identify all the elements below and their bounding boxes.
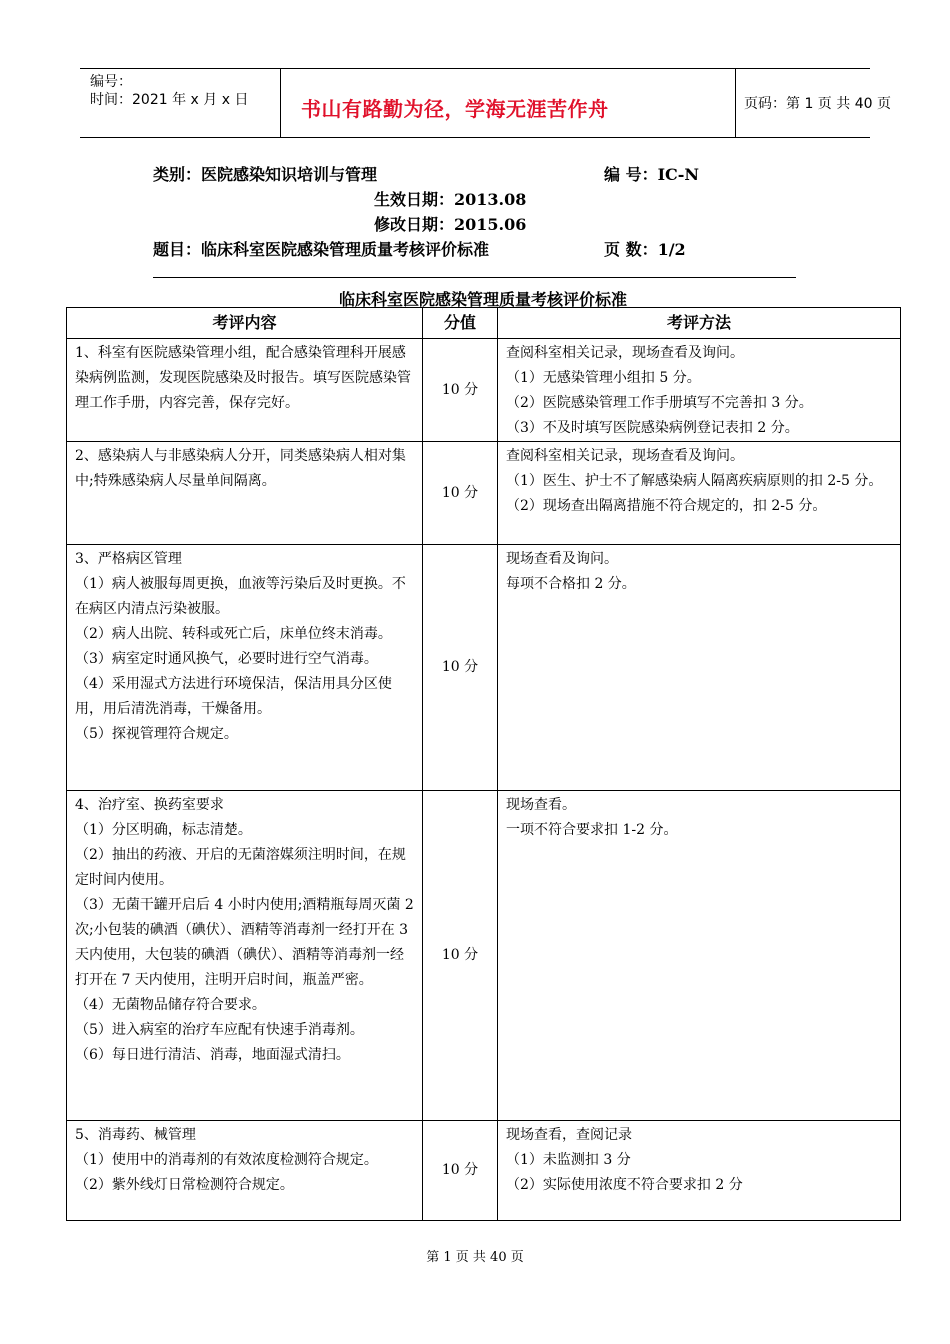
method-line: 查阅科室相关记录，现场查看及询问。 (506, 448, 744, 464)
content-line: （5）探视管理符合规定。 (75, 726, 238, 742)
divider (153, 277, 796, 278)
header-motto-cell (280, 69, 736, 137)
score-cell: 10 分 (423, 339, 498, 442)
content-line: 2、感染病人与非感染病人分开，同类感染病人相对集中;特殊感染病人尽量单间隔离。 (75, 448, 406, 489)
column-header: 考评内容 (67, 308, 423, 339)
table-row (67, 1121, 901, 1221)
content-line: （1）病人被服每周更换，血液等污染后及时更换。不在病区内清点污染被服。 (75, 576, 406, 617)
table-title: 临床科室医院感染管理质量考核评价标准 (338, 290, 627, 309)
content-cell (67, 1121, 423, 1221)
content-line: （3）病室定时通风换气，必要时进行空气消毒。 (75, 651, 378, 667)
column-header: 分值 (423, 308, 498, 339)
content-line: 3、严格病区管理 (75, 551, 182, 567)
content-line: （6）每日进行清洁、消毒，地面湿式清扫。 (75, 1047, 350, 1063)
header-left-cell (80, 69, 280, 137)
evaluation-table (66, 307, 901, 1221)
content-line: （1）使用中的消毒剂的有效浓度检测符合规定。 (75, 1152, 378, 1168)
method-line: （2）医院感染管理工作手册填写不完善扣 3 分。 (506, 395, 813, 411)
content-line: （4）采用湿式方法进行环境保洁，保洁用具分区使用，用后清洗消毒，干燥备用。 (75, 676, 392, 717)
method-cell (498, 442, 901, 545)
content-cell (67, 442, 423, 545)
content-line: 4、治疗室、换药室要求 (75, 797, 224, 813)
content-line: （4）无菌物品储存符合要求。 (75, 997, 266, 1013)
page-count: 页 数：1/2 (604, 240, 686, 259)
category: 类别：医院感染知识培训与管理 (153, 165, 378, 184)
method-cell (498, 339, 901, 442)
document-code: 编 号：IC-N (604, 165, 700, 184)
method-cell (498, 791, 901, 1121)
header-right-cell (736, 69, 891, 137)
score-cell: 10 分 (423, 545, 498, 791)
table-row (67, 791, 901, 1121)
content-cell (67, 545, 423, 791)
method-line: 每项不合格扣 2 分。 (506, 576, 636, 592)
method-cell (498, 545, 901, 791)
method-line: 现场查看及询问。 (506, 551, 618, 567)
content-line: （1）分区明确，标志清楚。 (75, 822, 252, 838)
content-line: （3）无菌干罐开启后 4 小时内使用;酒精瓶每周灭菌 2 次;小包装的碘酒（碘伏）、酒精等消毒剂一经打开在 3 天内使用，大包装的碘酒（碘伏）、酒精等消毒剂一经打开在 7 天内使用，注明开启时间，瓶盖严密。 (75, 897, 414, 988)
method-line: （1）无感染管理小组扣 5 分。 (506, 370, 701, 386)
motto: 书山有路勤为径，学海无涯苦作舟 (301, 97, 609, 121)
content-cell (67, 791, 423, 1121)
time-label: 时间：2021 年 x 月 x 日 (90, 92, 249, 108)
content-line: 1、科室有医院感染管理小组，配合感染管理科开展感染病例监测，发现医院感染及时报告。填写医院感染管理工作手册，内容完善，保存完好。 (75, 345, 411, 411)
content-line: （2）抽出的药液、开启的无菌溶媒须注明时间，在规定时间内使用。 (75, 847, 406, 888)
column-header: 考评方法 (498, 308, 901, 339)
content-line: 5、消毒药、械管理 (75, 1127, 196, 1143)
content-line: （2）紫外线灯日常检测符合规定。 (75, 1177, 294, 1193)
content-line: （5）进入病室的治疗车应配有快速手消毒剂。 (75, 1022, 364, 1038)
content-cell (67, 339, 423, 442)
method-line: 现场查看，查阅记录 (506, 1127, 632, 1143)
document-header (80, 68, 891, 138)
topic: 题目：临床科室医院感染管理质量考核评价标准 (153, 240, 490, 259)
score-cell: 10 分 (423, 791, 498, 1121)
method-line: 现场查看。 (506, 797, 576, 813)
method-line: （2）实际使用浓度不符合要求扣 2 分 (506, 1177, 743, 1193)
method-line: （3）不及时填写医院感染病例登记表扣 2 分。 (506, 420, 799, 436)
method-line: 一项不符合要求扣 1-2 分。 (506, 822, 678, 838)
table-row (67, 339, 901, 442)
revised-date: 修改日期：2015.06 (374, 215, 527, 234)
page-footer: 第 1 页 共 40 页 (426, 1250, 524, 1265)
content-line: （2）病人出院、转科或死亡后，床单位终末消毒。 (75, 626, 392, 642)
table-header-row (67, 308, 901, 339)
effective-date: 生效日期：2013.08 (374, 190, 527, 209)
method-line: （1）医生、护士不了解感染病人隔离疾病原则的扣 2-5 分。 (506, 473, 883, 489)
table-row (67, 442, 901, 545)
method-line: （2）现场查出隔离措施不符合规定的，扣 2-5 分。 (506, 498, 827, 514)
score-cell: 10 分 (423, 1121, 498, 1221)
table-row (67, 545, 901, 791)
method-line: 查阅科室相关记录，现场查看及询问。 (506, 345, 744, 361)
page-info: 页码：第 1 页 共 40 页 (744, 96, 891, 112)
score-cell: 10 分 (423, 442, 498, 545)
method-line: （1）未监测扣 3 分 (506, 1152, 631, 1168)
method-cell (498, 1121, 901, 1221)
number-label: 编号： (90, 74, 132, 90)
